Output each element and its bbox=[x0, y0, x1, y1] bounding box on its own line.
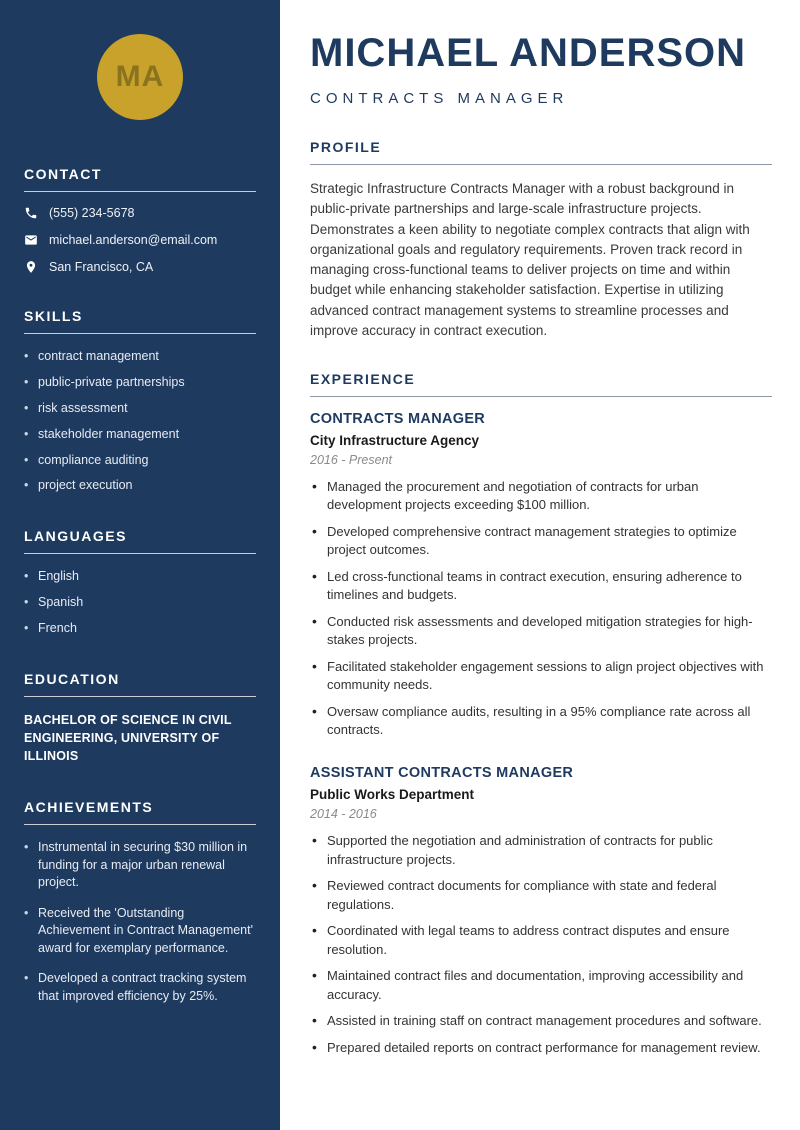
achievements-heading: ACHIEVEMENTS bbox=[24, 799, 256, 825]
avatar-initials: MA bbox=[115, 60, 165, 93]
contact-location-text: San Francisco, CA bbox=[49, 260, 154, 274]
job-bullet: • Led cross-functional teams in contract execution, ensuring adherence to timelines and budgets. bbox=[310, 568, 772, 605]
languages-section bbox=[24, 528, 256, 637]
job-bullet: • Facilitated stakeholder engagement sessions to align project objectives with community needs. bbox=[310, 658, 772, 695]
achievements-list bbox=[24, 839, 256, 1005]
achievement-item: • Received the 'Outstanding Achievement in Contract Management' award for exemplary performance. bbox=[24, 905, 256, 958]
language-item: • Spanish bbox=[24, 594, 256, 611]
job-bullet: • Conducted risk assessments and developed mitigation strategies for high-stakes projects. bbox=[310, 613, 772, 650]
job-role: CONTRACTS MANAGER bbox=[310, 411, 486, 427]
avatar bbox=[97, 34, 183, 120]
contact-email-text: michael.anderson@email.com bbox=[49, 233, 218, 247]
contact-phone-text: (555) 234-5678 bbox=[49, 206, 135, 220]
job-bullet: • Coordinated with legal teams to address contract disputes and ensure resolution. bbox=[310, 922, 772, 959]
skills-heading: SKILLS bbox=[24, 308, 256, 334]
job-bullet: • Reviewed contract documents for compliance with state and federal regulations. bbox=[310, 877, 772, 914]
profile-section bbox=[310, 139, 772, 341]
skill-item: • public-private partnerships bbox=[24, 374, 256, 391]
contact-item-email bbox=[24, 233, 256, 247]
skill-item: • stakeholder management bbox=[24, 426, 256, 443]
skill-item: • compliance auditing bbox=[24, 452, 256, 469]
job-company: City Infrastructure Agency bbox=[310, 433, 480, 448]
contact-item-phone bbox=[24, 206, 256, 220]
contact-item-location bbox=[24, 260, 256, 274]
achievements-section bbox=[24, 799, 256, 1005]
education-heading: EDUCATION bbox=[24, 671, 256, 697]
job-bullet: • Assisted in training staff on contract management procedures and software. bbox=[310, 1012, 772, 1030]
job-bullet: • Developed comprehensive contract management strategies to optimize project outcomes. bbox=[310, 523, 772, 560]
job-bullet: • Prepared detailed reports on contract performance for management review. bbox=[310, 1039, 772, 1057]
skill-item: • project execution bbox=[24, 477, 256, 494]
skills-section bbox=[24, 308, 256, 494]
person-name: MICHAEL ANDERSON bbox=[310, 31, 747, 75]
experience-section bbox=[310, 371, 772, 1057]
experience-heading: EXPERIENCE bbox=[310, 371, 772, 397]
languages-heading: LANGUAGES bbox=[24, 528, 256, 554]
job-bullet: • Oversaw compliance audits, resulting in a 95% compliance rate across all contracts. bbox=[310, 703, 772, 740]
job-dates: 2014 - 2016 bbox=[310, 807, 377, 822]
job-bullet: • Managed the procurement and negotiation of contracts for urban development projects exceeding $100 million. bbox=[310, 478, 772, 515]
contact-heading: CONTACT bbox=[24, 166, 256, 192]
job-entry bbox=[310, 765, 772, 1057]
job-role: ASSISTANT CONTRACTS MANAGER bbox=[310, 765, 574, 782]
languages-list bbox=[24, 568, 256, 637]
phone-icon bbox=[24, 206, 38, 220]
sidebar bbox=[0, 0, 280, 1130]
achievement-item: • Developed a contract tracking system that improved efficiency by 25%. bbox=[24, 970, 256, 1005]
education-degree: BACHELOR OF SCIENCE IN CIVIL ENGINEERING, UNIVERSITY OF ILLINOIS bbox=[24, 712, 232, 764]
main-content bbox=[280, 0, 800, 1130]
mail-icon bbox=[24, 233, 38, 247]
location-icon bbox=[24, 260, 38, 274]
contact-section bbox=[24, 166, 256, 274]
job-bullets bbox=[310, 478, 772, 739]
achievement-item: • Instrumental in securing $30 million in funding for a major urban renewal project. bbox=[24, 839, 256, 892]
education-section bbox=[24, 671, 256, 765]
language-item: • English bbox=[24, 568, 256, 585]
job-entry bbox=[310, 411, 772, 739]
skills-list bbox=[24, 348, 256, 494]
job-dates: 2016 - Present bbox=[310, 453, 392, 467]
profile-heading: PROFILE bbox=[310, 139, 772, 165]
job-bullet: • Supported the negotiation and administration of contracts for public infrastructure projects. bbox=[310, 832, 772, 869]
person-job-title: CONTRACTS MANAGER bbox=[310, 90, 569, 107]
skill-item: • risk assessment bbox=[24, 400, 256, 417]
avatar-wrap bbox=[24, 34, 256, 120]
skill-item: • contract management bbox=[24, 348, 256, 365]
job-bullets bbox=[310, 832, 772, 1057]
language-item: • French bbox=[24, 620, 256, 637]
job-company: Public Works Department bbox=[310, 787, 475, 803]
job-bullet: • Maintained contract files and documentation, improving accessibility and accuracy. bbox=[310, 967, 772, 1004]
profile-text: Strategic Infrastructure Contracts Manager with a robust background in public-private partnerships and large-scale infrastructure projects. Demonstrates a keen ability to negotiate complex contracts that align with organizational goals and regulatory requirements. Proven track record in managing cross-functional teams to deliver projects on time and within budget while enhancing stakeholder satisfaction. Expertise in utilizing advanced contract management systems to streamline processes and improve accuracy in contract execution. bbox=[310, 181, 750, 338]
